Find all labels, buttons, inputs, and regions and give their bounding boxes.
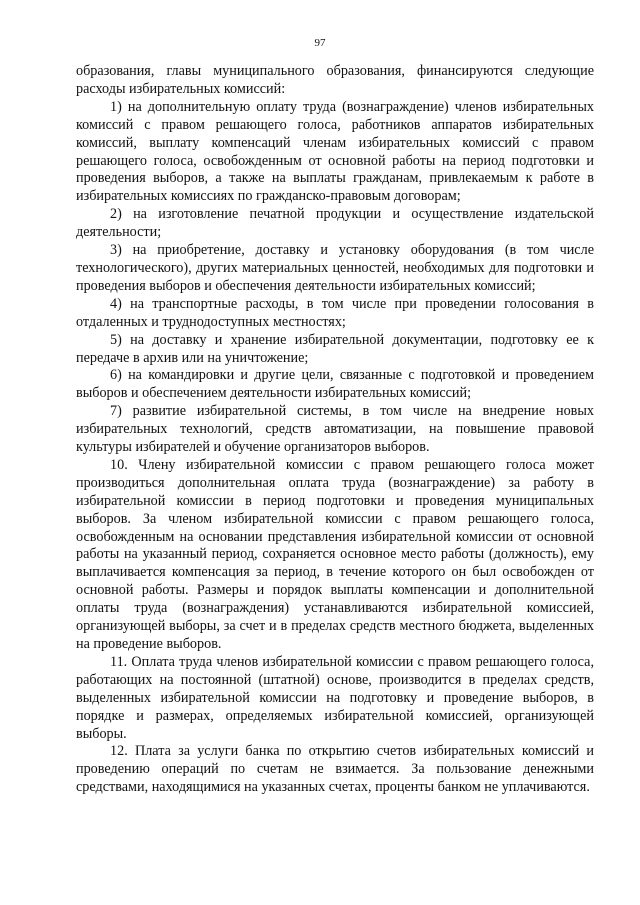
list-item-5-documentation: 5) на доставку и хранение избирательной документации, подготовку ее к передаче в архив или на уничтожение; bbox=[76, 331, 594, 366]
document-body bbox=[76, 63, 594, 797]
list-item-3-equipment: 3) на приобретение, доставку и установку оборудования (в том числе технологического), других материальных ценностей, необходимых для подготовки и проведения выборов и обеспечения деятельности избирательных комиссий; bbox=[76, 242, 594, 294]
clause-10: 10. Члену избирательной комиссии с правом решающего голоса может производиться дополнительная оплата труда (вознаграждение) за работу в избирательной комиссии в период подготовки и проведения муниципальных выборов. За членом избирательной комиссии с правом решающего голоса, освобожденным на основании представления избирательной комиссии от основной работы на указанный период, сохраняется основное место работы (должность), ему выплачивается компенсация за период, в течение которого он был освобожден от основной работы. Размеры и порядок выплаты компенсации и дополнительной оплаты труда (вознаграждения) устанавливаются избирательной комиссией, организующей выборы, за счет и в пределах средств местного бюджета, выделенных на проведение выборов. bbox=[76, 456, 594, 652]
paragraph-intro-continuation: образования, главы муниципального образования, финансируются следующие расходы избирательных комиссий: bbox=[76, 63, 594, 97]
list-item-4-transport: 4) на транспортные расходы, в том числе при проведении голосования в отдаленных и труднодоступных местностях; bbox=[76, 295, 594, 330]
clause-11: 11. Оплата труда членов избирательной комиссии с правом решающего голоса, работающих на постоянной (штатной) основе, производится в пределах средств, выделенных избирательной комиссии на подготовку и проведение выборов, в порядке и размерах, определяемых избирательной комиссией, организующей выборы. bbox=[76, 653, 594, 742]
list-item-2-printing: 2) на изготовление печатной продукции и осуществление издательской деятельности; bbox=[76, 206, 594, 241]
list-item-7-system-development: 7) развитие избирательной системы, в том числе на внедрение новых избирательных технологий, средств автоматизации, на повышение правовой культуры избирателей и обучение организаторов выборов. bbox=[76, 403, 594, 456]
list-item-6-business-trips: 6) на командировки и другие цели, связанные с подготовкой и проведением выборов и обеспечением деятельности избирательных комиссий; bbox=[76, 367, 594, 402]
clause-12: 12. Плата за услуги банка по открытию счетов избирательных комиссий и проведению операций по счетам не взимается. За пользование денежными средствами, находящимися на указанных счетах, проценты банком не уплачиваются. bbox=[76, 743, 594, 796]
list-item-1-labor-payment: 1) на дополнительную оплату труда (вознаграждение) членов избирательных комиссий с правом решающего голоса, работников аппаратов избирательных комиссий, выплату компенсаций членам избирательных комиссий с правом решающего голоса, освобожденным от основной работы на период подготовки и проведения выборов, а также на выплаты гражданам, привлекаемым к работе в избирательных комиссиях по гражданско-правовым договорам; bbox=[76, 98, 594, 205]
page-number: 97 bbox=[314, 37, 326, 49]
